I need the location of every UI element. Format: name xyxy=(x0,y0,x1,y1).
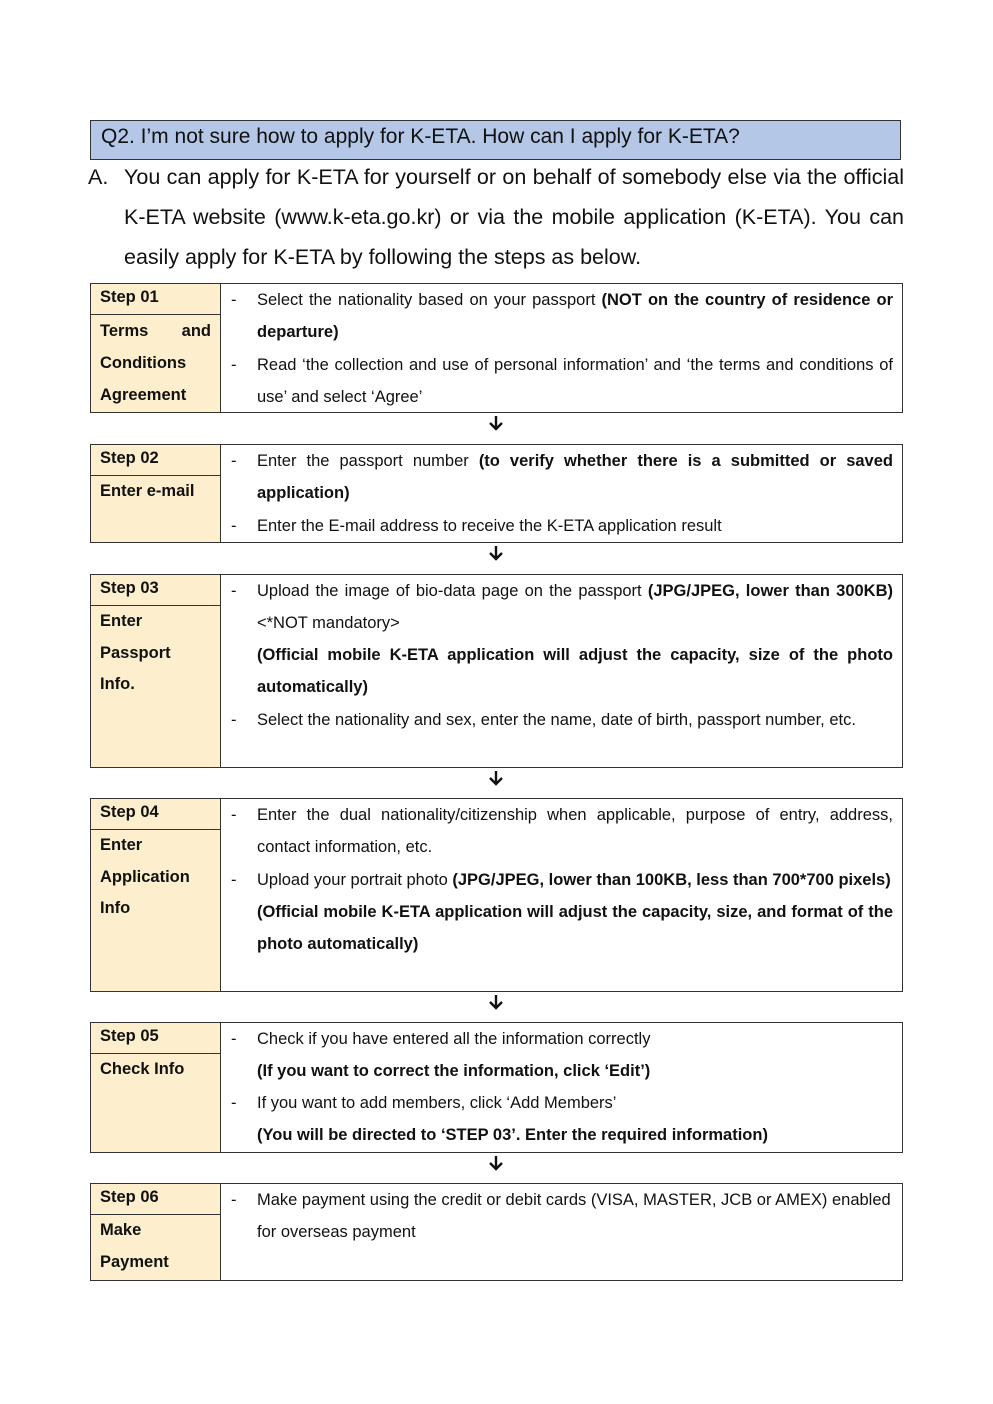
down-arrow-icon xyxy=(487,414,505,432)
step-06-box xyxy=(90,1183,903,1281)
answer-paragraph xyxy=(88,157,904,277)
step-bullet: - Read ‘the collection and use of personal information’ and ‘the terms and conditions of use’ and select ‘Agree’ xyxy=(231,356,893,406)
step-details xyxy=(221,445,902,542)
step-number: Step 04 xyxy=(91,799,220,830)
step-bullet: - Make payment using the credit or debit cards (VISA, MASTER, JCB or AMEX) enabled for overseas payment xyxy=(231,1191,891,1241)
step-title: Terms and Conditions Agreement xyxy=(100,322,211,404)
step-bullet: - Select the nationality based on your passport (NOT on the country of residence or departure) xyxy=(231,291,893,341)
step-bullet: - Enter the E-mail address to receive the K-ETA application result xyxy=(231,517,722,535)
step-03-box xyxy=(90,574,903,768)
step-details xyxy=(221,1184,902,1280)
answer-text: You can apply for K-ETA for yourself or on behalf of somebody else via the official K-ETA website (www.k-eta.go.kr) or via the mobile application (K-ETA). You can easily apply for K-ETA by following the steps as below. xyxy=(124,165,904,269)
down-arrow-icon xyxy=(487,769,505,787)
down-arrow-icon xyxy=(487,1154,505,1172)
step-title: Enter Passport Info. xyxy=(100,612,171,693)
step-note: (If you want to correct the information, click ‘Edit’) xyxy=(257,1062,651,1080)
step-note: (You will be directed to ‘STEP 03’. Enter the required information) xyxy=(257,1126,768,1144)
step-header xyxy=(91,1023,221,1152)
step-bullet: - Enter the dual nationality/citizenship when applicable, purpose of entry, address, contact information, etc. xyxy=(231,806,893,856)
step-header xyxy=(91,799,221,991)
step-02-box xyxy=(90,444,903,543)
step-number: Step 06 xyxy=(91,1184,220,1215)
step-01-box xyxy=(90,283,903,413)
down-arrow-icon xyxy=(487,544,505,562)
answer-label: A. xyxy=(88,165,109,189)
step-number: Step 05 xyxy=(91,1023,220,1054)
question-heading xyxy=(90,120,901,160)
step-details xyxy=(221,799,902,991)
step-bullet: - Enter the passport number (to verify whether there is a submitted or saved application) xyxy=(231,452,893,502)
step-04-box xyxy=(90,798,903,992)
step-number: Step 03 xyxy=(91,575,220,606)
step-05-box xyxy=(90,1022,903,1153)
step-bullet: - If you want to add members, click ‘Add Members’ xyxy=(231,1094,617,1112)
step-title: Enter Application Info xyxy=(100,836,190,917)
step-note: (Official mobile K-ETA application will adjust the capacity, size, and format of the photo automatically) xyxy=(257,903,893,953)
down-arrow-icon xyxy=(487,993,505,1011)
step-details xyxy=(221,575,902,767)
step-bullet: - Check if you have entered all the information correctly xyxy=(231,1030,651,1048)
step-number: Step 01 xyxy=(91,284,220,315)
step-header xyxy=(91,1184,221,1280)
question-text: Q2. I’m not sure how to apply for K-ETA. How can I apply for K-ETA? xyxy=(101,125,740,148)
step-note: (Official mobile K-ETA application will adjust the capacity, size of the photo automatically) xyxy=(257,646,893,696)
step-header xyxy=(91,575,221,767)
step-details xyxy=(221,1023,902,1152)
step-bullet: - Upload the image of bio-data page on the passport (JPG/JPEG, lower than 300KB) <*NOT mandatory> xyxy=(231,582,894,632)
step-title: Make Payment xyxy=(100,1221,169,1271)
step-bullet: - Upload your portrait photo (JPG/JPEG, lower than 100KB, less than 700*700 pixels) xyxy=(231,871,891,889)
step-title: Enter e-mail xyxy=(100,482,195,500)
step-number: Step 02 xyxy=(91,445,220,476)
step-title: Check Info xyxy=(100,1060,185,1078)
step-details xyxy=(221,284,902,412)
step-header xyxy=(91,284,221,412)
step-header xyxy=(91,445,221,542)
step-bullet: - Select the nationality and sex, enter the name, date of birth, passport number, etc. xyxy=(231,711,856,729)
